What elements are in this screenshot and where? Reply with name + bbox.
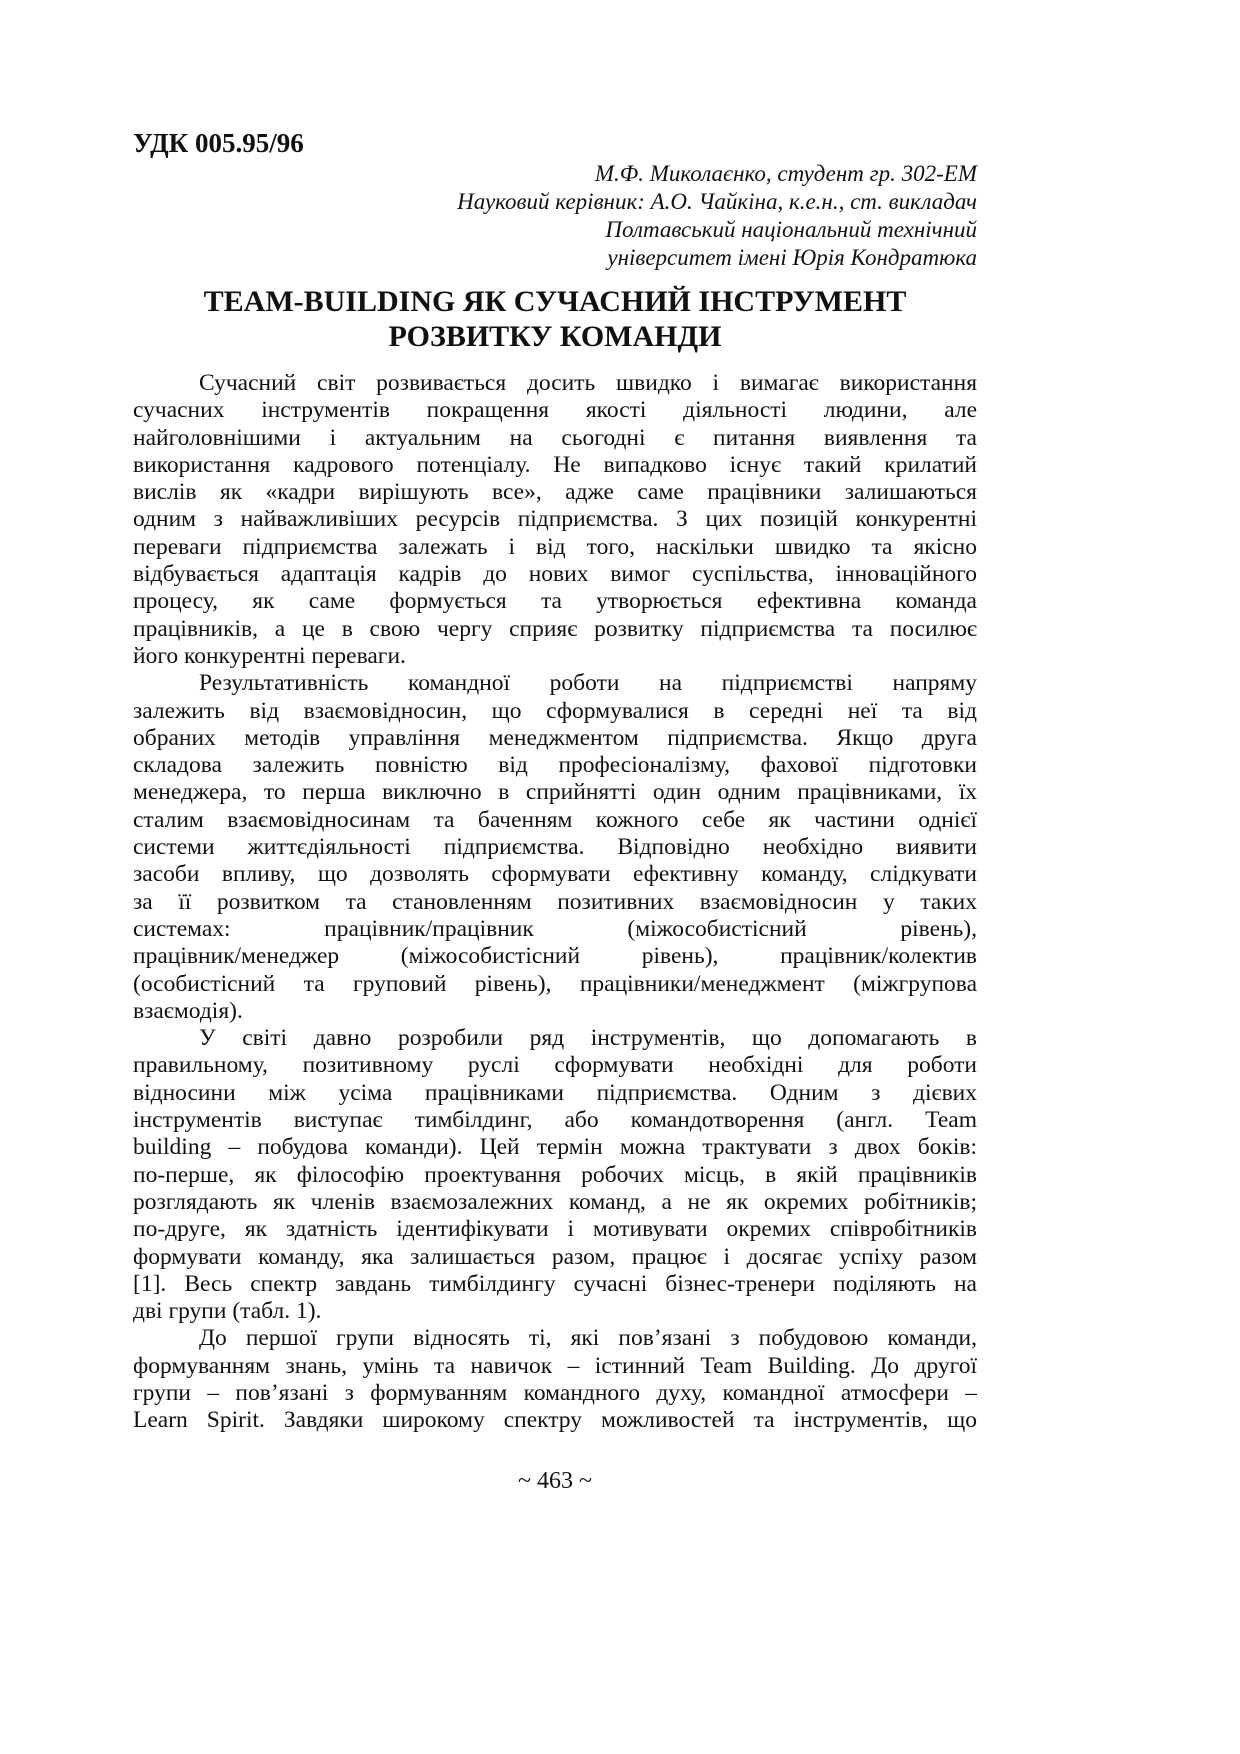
text-line: найголовнішими і актуальним на сьогодні є питання виявлення та (133, 424, 977, 451)
text-line: формувати команду, яка залишається разом, працює і досягає успіху разом (133, 1243, 977, 1270)
text-line: сучасних інструментів покращення якості діяльності людини, але (133, 397, 977, 424)
institution-line: університет імені Юрія Кондратюка (607, 245, 977, 270)
text-line: переваги підприємства залежать і від того, наскільки швидко та якісно (133, 533, 977, 560)
paragraph (133, 1325, 977, 1434)
paragraph (133, 1025, 977, 1325)
text-line: [1]. Весь спектр завдань тимбілдингу сучасні бізнес-тренери поділяють на (133, 1270, 977, 1297)
text-line: складова залежить повністю від професіоналізму, фахової підготовки (133, 752, 977, 779)
text-line: взаємодія). (133, 997, 243, 1024)
text-line: системах: працівник/працівник (міжособистісний рівень), (133, 915, 977, 942)
author-line: М.Ф. Миколаєнко, студент гр. 302-ЕМ (594, 161, 977, 186)
text-line: менеджера, то перша виключно в сприйнятті один одним працівниками, їх (133, 779, 977, 806)
text-line: використання кадрового потенціалу. Не випадково існує такий крилатий (133, 451, 977, 478)
text-line: (особистісний та груповий рівень), працівники/менеджмент (міжгрупова (133, 970, 977, 997)
text-line: обраних методів управління менеджментом підприємства. Якщо друга (133, 724, 977, 751)
text-line: одним з найважливіших ресурсів підприємства. З цих позицій конкурентні (133, 506, 977, 533)
text-line: системи життєдіяльності підприємства. Відповідно необхідно виявити (133, 834, 977, 861)
text-line: Сучасний світ розвивається досить швидко і вимагає використання (199, 370, 977, 396)
text-line: відбувається адаптація кадрів до нових вимог суспільства, інноваційного (133, 561, 977, 588)
text-line: залежить від взаємовідносин, що сформувалися в середні неї та від (133, 697, 977, 724)
text-line: правильному, позитивному руслі сформувати необхідні для роботи (133, 1052, 977, 1079)
udk-code: УДК 005.95/96 (133, 128, 304, 158)
text-line: його конкурентні переваги. (133, 642, 406, 669)
text-line: формуванням знань, умінь та навичок – істинний Team Building. До другої (133, 1352, 977, 1379)
page-number: ~ 463 ~ (518, 1468, 592, 1494)
article-title (133, 284, 977, 354)
text-line: по-перше, як філософію проектування робочих місць, в якій працівників (133, 1161, 977, 1188)
text-line: працівник/менеджер (міжособистісний рівень), працівник/колектив (133, 943, 977, 970)
title-line: РОЗВИТКУ КОМАНДИ (388, 320, 722, 353)
paragraph (133, 370, 977, 670)
text-line: Результативність командної роботи на підприємстві напряму (199, 670, 977, 697)
text-line: До першої групи відносять ті, які пов’язані з побудовою команди, (199, 1325, 977, 1352)
text-line: процесу, як саме формується та утворюється ефективна команда (133, 588, 977, 615)
text-line: групи – пов’язані з формуванням командного духу, командної атмосфери – (133, 1379, 977, 1406)
text-line: за її розвитком та становленням позитивних взаємовідносин у таких (133, 888, 977, 915)
author-block (457, 160, 977, 272)
text-line: по-друге, як здатність ідентифікувати і мотивувати окремих співробітників (133, 1216, 977, 1243)
text-line: засоби впливу, що дозволять сформувати ефективну команду, слідкувати (133, 861, 977, 888)
text-line: працівників, а це в свою чергу сприяє розвитку підприємства та посилює (133, 615, 977, 642)
text-line: відносини між усіма працівниками підприємства. Одним з дієвих (133, 1079, 977, 1106)
title-line: TEAM-BUILDING ЯК СУЧАСНИЙ ІНСТРУМЕНТ (203, 285, 907, 318)
text-line: сталим взаємовідносинам та баченням кожного себе як частини однієї (133, 806, 977, 833)
article-body (133, 370, 977, 1435)
text-line: У світі давно розробили ряд інструментів, що допомагають в (199, 1025, 977, 1052)
text-line: building – побудова команди). Цей термін можна трактувати з двох боків: (133, 1134, 977, 1161)
text-line: Learn Spirit. Завдяки широкому спектру можливостей та інструментів, що (133, 1407, 977, 1434)
institution-line: Полтавський національний технічний (605, 217, 977, 242)
supervisor-line: Науковий керівник: А.О. Чайкіна, к.е.н., ст. викладач (457, 189, 977, 214)
text-line: дві групи (табл. 1). (133, 1298, 322, 1325)
text-line: розглядають як членів взаємозалежних команд, а не як окремих робітників; (133, 1188, 977, 1215)
paragraph (133, 670, 977, 1025)
text-line: вислів як «кадри вирішують все», адже саме працівники залишаються (133, 479, 977, 506)
text-line: інструментів виступає тимбілдинг, або командотворення (англ. Team (133, 1107, 977, 1134)
